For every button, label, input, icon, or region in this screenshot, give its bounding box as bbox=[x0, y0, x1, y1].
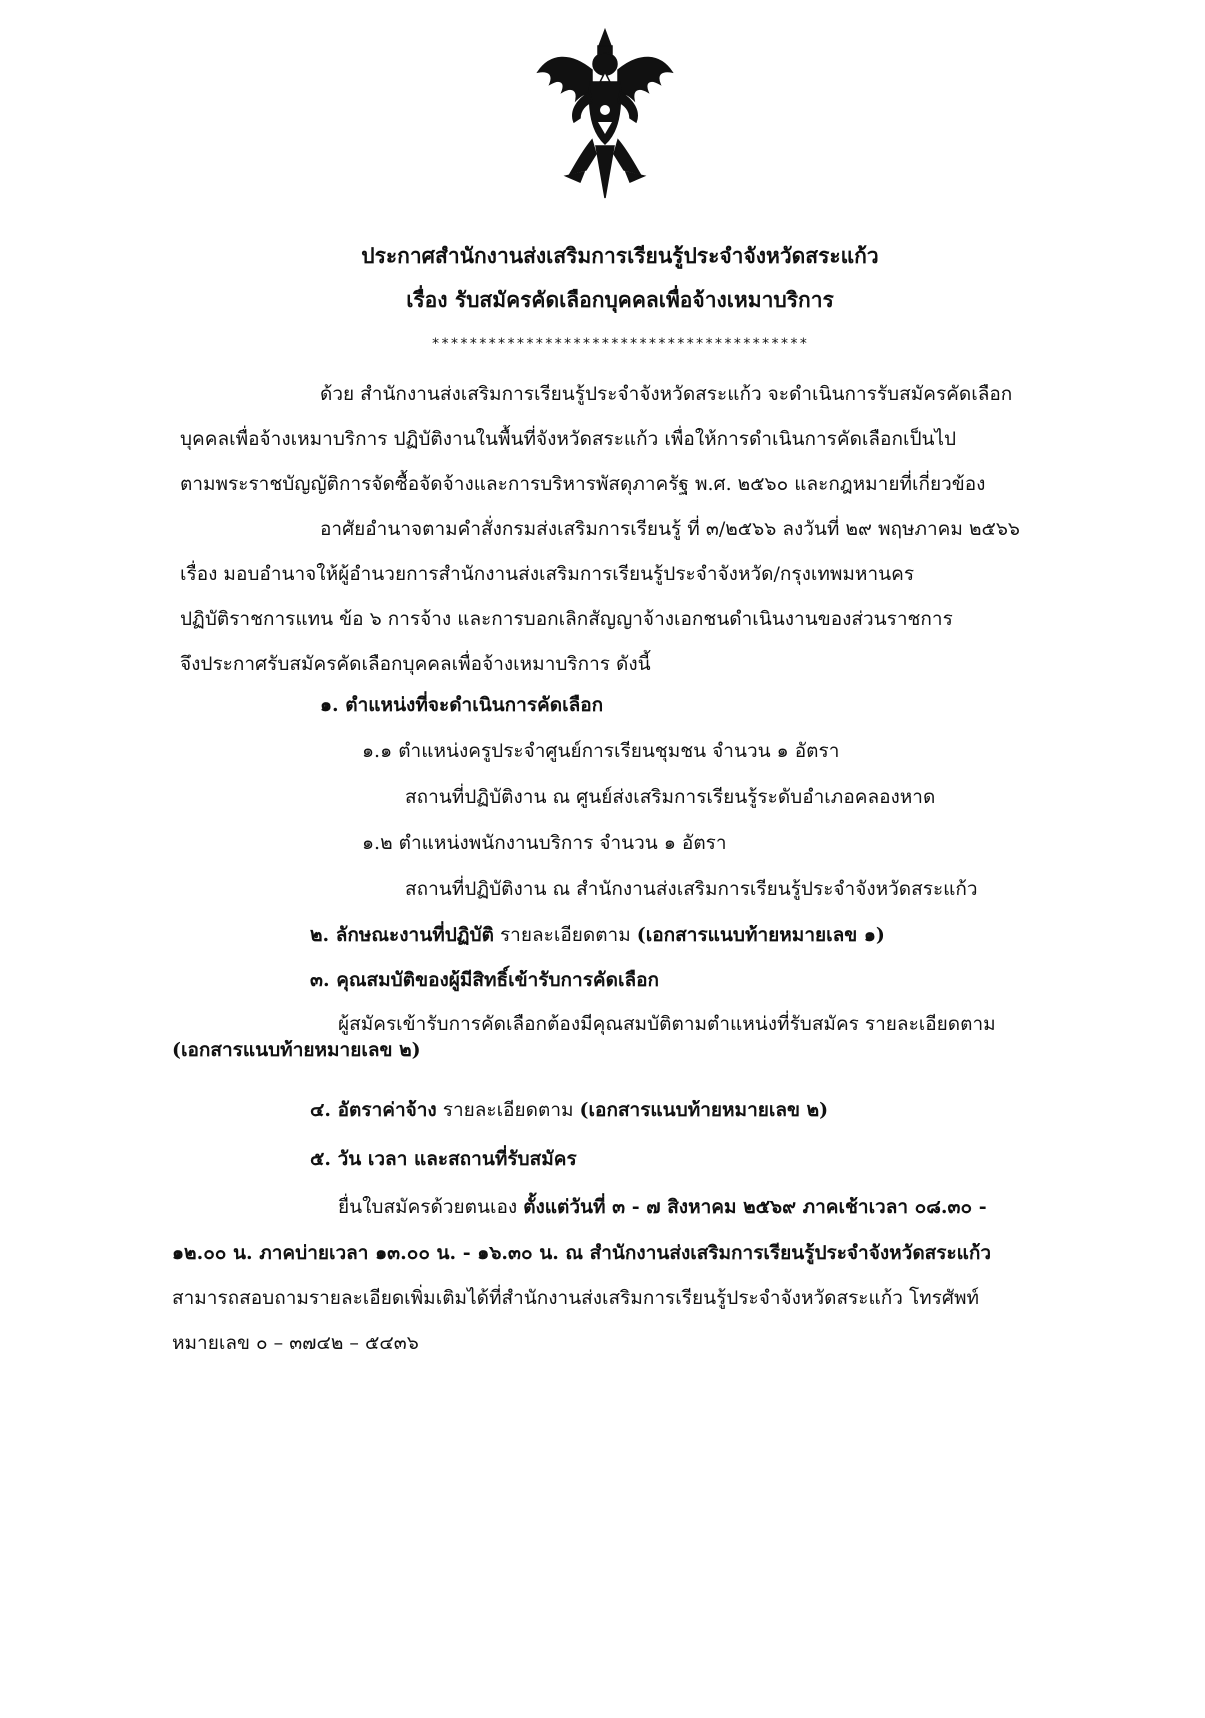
intro-paragraph-1-line-3: ตามพระราชบัญญัติการจัดซื้อจัดจ้างและการบริหารพัสดุภาครัฐ พ.ศ. ๒๕๖๐ และกฎหมายที่เกี่ยวข้อง bbox=[180, 473, 986, 495]
section-3-attachment-ref: (เอกสารแนบท้ายหมายเลข ๒) bbox=[172, 1039, 421, 1061]
intro-paragraph-1-line-1: ด้วย สำนักงานส่งเสริมการเรียนรู้ประจำจังหวัดสระแก้ว จะดำเนินการรับสมัครคัดเลือก bbox=[320, 383, 1013, 405]
section-1-2-workplace: สถานที่ปฏิบัติงาน ณ สำนักงานส่งเสริมการเรียนรู้ประจำจังหวัดสระแก้ว bbox=[405, 878, 978, 900]
section-4-heading: ๔. อัตราค่าจ้าง bbox=[310, 1099, 437, 1121]
document-subject: เรื่อง รับสมัครคัดเลือกบุคคลเพื่อจ้างเหมาบริการ bbox=[406, 287, 834, 312]
section-5-heading: ๕. วัน เวลา และสถานที่รับสมัคร bbox=[310, 1148, 577, 1170]
section-4-line bbox=[310, 1095, 828, 1125]
intro-paragraph-2-line-1: อาศัยอำนาจตามคำสั่งกรมส่งเสริมการเรียนรู้ ที่ ๓/๒๕๖๖ ลงวันที่ ๒๙ พฤษภาคม ๒๕๖๖ bbox=[320, 518, 1020, 540]
separator-line: **************************************** bbox=[431, 336, 809, 352]
section-5-line-3: สามารถสอบถามรายละเอียดเพิ่มเติมได้ที่สำนักงานส่งเสริมการเรียนรู้ประจำจังหวัดสระแก้ว โทรศัพท์ bbox=[172, 1287, 979, 1309]
section-5-application-dates: ตั้งแต่วันที่ ๓ - ๗ สิงหาคม ๒๕๖๙ ภาคเช้าเวลา ๐๘.๓๐ - bbox=[523, 1196, 987, 1218]
document-title: ประกาศสำนักงานส่งเสริมการเรียนรู้ประจำจังหวัดสระแก้ว bbox=[361, 243, 879, 268]
garuda-emblem-icon bbox=[530, 22, 680, 202]
section-2-line bbox=[310, 920, 885, 950]
section-5-line-1 bbox=[338, 1192, 987, 1222]
section-3-heading: ๓. คุณสมบัติของผู้มีสิทธิ์เข้ารับการคัดเลือก bbox=[310, 969, 660, 991]
section-5-phone: หมายเลข ๐ – ๓๗๔๒ – ๕๔๓๖ bbox=[172, 1332, 419, 1354]
section-3-line-1: ผู้สมัครเข้ารับการคัดเลือกต้องมีคุณสมบัติตามตำแหน่งที่รับสมัคร รายละเอียดตาม bbox=[338, 1013, 996, 1035]
section-4-attachment-ref: (เอกสารแนบท้ายหมายเลข ๒) bbox=[579, 1099, 829, 1121]
section-5-line-2: ๑๒.๐๐ น. ภาคบ่ายเวลา ๑๓.๐๐ น. - ๑๖.๓๐ น. ณ สำนักงานส่งเสริมการเรียนรู้ประจำจังหวัดสระแก้ว bbox=[172, 1242, 992, 1264]
section-5-line-1-start: ยื่นใบสมัครด้วยตนเอง bbox=[338, 1196, 524, 1218]
intro-paragraph-2-line-2: เรื่อง มอบอำนาจให้ผู้อำนวยการสำนักงานส่งเสริมการเรียนรู้ประจำจังหวัด/กรุงเทพมหานคร bbox=[180, 563, 915, 585]
section-1-heading: ๑. ตำแหน่งที่จะดำเนินการคัดเลือก bbox=[320, 694, 604, 716]
section-2-heading: ๒. ลักษณะงานที่ปฏิบัติ bbox=[310, 924, 494, 946]
section-2-attachment-ref: (เอกสารแนบท้ายหมายเลข ๑) bbox=[636, 924, 885, 946]
intro-paragraph-2-line-4: จึงประกาศรับสมัครคัดเลือกบุคคลเพื่อจ้างเหมาบริการ ดังนี้ bbox=[180, 653, 651, 675]
section-1-1-workplace: สถานที่ปฏิบัติงาน ณ ศูนย์ส่งเสริมการเรียนรู้ระดับอำเภอคลองหาด bbox=[405, 786, 936, 808]
section-1-2-position: ๑.๒ ตำแหน่งพนักงานบริการ จำนวน ๑ อัตรา bbox=[362, 832, 727, 854]
intro-paragraph-2-line-3: ปฏิบัติราชการแทน ข้อ ๖ การจ้าง และการบอกเลิกสัญญาจ้างเอกชนดำเนินงานของส่วนราชการ bbox=[180, 608, 953, 630]
intro-paragraph-1-line-2: บุคคลเพื่อจ้างเหมาบริการ ปฏิบัติงานในพื้นที่จังหวัดสระแก้ว เพื่อให้การดำเนินการคัดเลือกเป็นไป bbox=[180, 428, 957, 450]
section-1-1-position: ๑.๑ ตำแหน่งครูประจำศูนย์การเรียนชุมชน จำนวน ๑ อัตรา bbox=[362, 740, 840, 762]
section-2-detail-text: รายละเอียดตาม bbox=[493, 924, 637, 946]
section-4-detail-text: รายละเอียดตาม bbox=[436, 1099, 580, 1121]
